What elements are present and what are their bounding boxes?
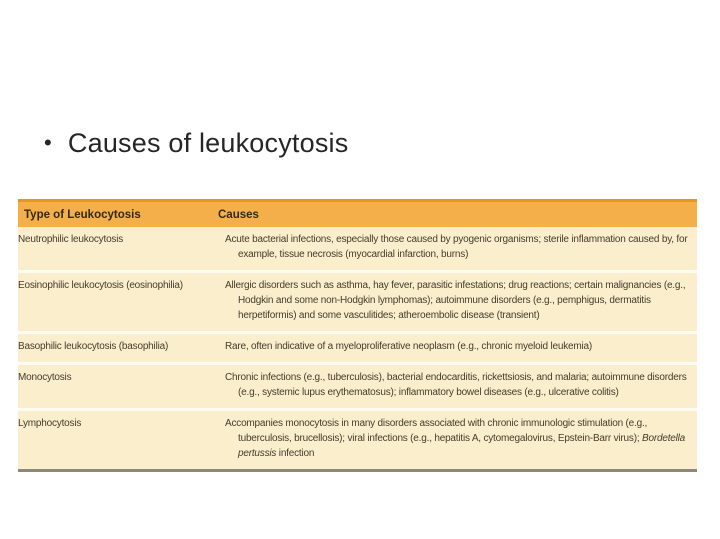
causes-cell: [225, 278, 697, 323]
leukocytosis-table: [18, 199, 697, 472]
causes-cell: [225, 416, 697, 461]
bullet-marker: •: [44, 130, 52, 155]
table-row: [18, 331, 697, 362]
column-header-causes: Causes: [218, 209, 259, 221]
type-cell: Monocytosis: [18, 372, 72, 383]
causes-text: Chronic infections (e.g., tuberculosis), bacterial endocarditis, rickettsiosis, and malaria; autoimmune disorders (e.g., systemic lupus erythematosus); inflammatory bowel diseases (e.g., ulcerative colitis): [225, 372, 687, 398]
table-header-row: [18, 202, 697, 227]
causes-text: Rare, often indicative of a myeloproliferative neoplasm (e.g., chronic myeloid leukemia): [225, 341, 593, 352]
type-cell: Eosinophilic leukocytosis (eosinophilia): [18, 280, 183, 291]
causes-text-tail: infection: [276, 448, 315, 459]
causes-text: Allergic disorders such as asthma, hay fever, parasitic infestations; drug reactions; certain malignancies (e.g., Hodgkin and some non-Hodgkin lymphomas); autoimmune disorders (e.g., pemphigus, dermatitis herpetiformis) and some vasculitides; atheroembolic disease (transient): [225, 280, 686, 321]
causes-text-italic: Bordetella pertussis: [238, 433, 686, 459]
table-row: [18, 227, 697, 270]
causes-cell: [225, 232, 697, 262]
table-row: [18, 362, 697, 408]
causes-cell: [225, 370, 697, 400]
slide-title-text: Causes of leukocytosis: [67, 128, 349, 158]
causes-text: Accompanies monocytosis in many disorders associated with chronic immunologic stimulation (e.g., tuberculosis, brucellosis); viral infections (e.g., hepatitis A, cytomegalovirus, Epstein-Barr virus);: [225, 418, 648, 444]
type-cell: Lymphocytosis: [18, 418, 82, 429]
column-header-type: Type of Leukocytosis: [24, 209, 141, 221]
table-row: [18, 270, 697, 331]
table-row: [18, 408, 697, 469]
type-cell: Neutrophilic leukocytosis: [18, 234, 124, 245]
causes-text: Acute bacterial infections, especially those caused by pyogenic organisms; sterile inflammation caused by, for example, tissue necrosis (myocardial infarction, burns): [225, 234, 688, 260]
type-cell: Basophilic leukocytosis (basophilia): [18, 341, 169, 352]
causes-cell: [225, 339, 697, 354]
slide-title: [44, 128, 348, 159]
